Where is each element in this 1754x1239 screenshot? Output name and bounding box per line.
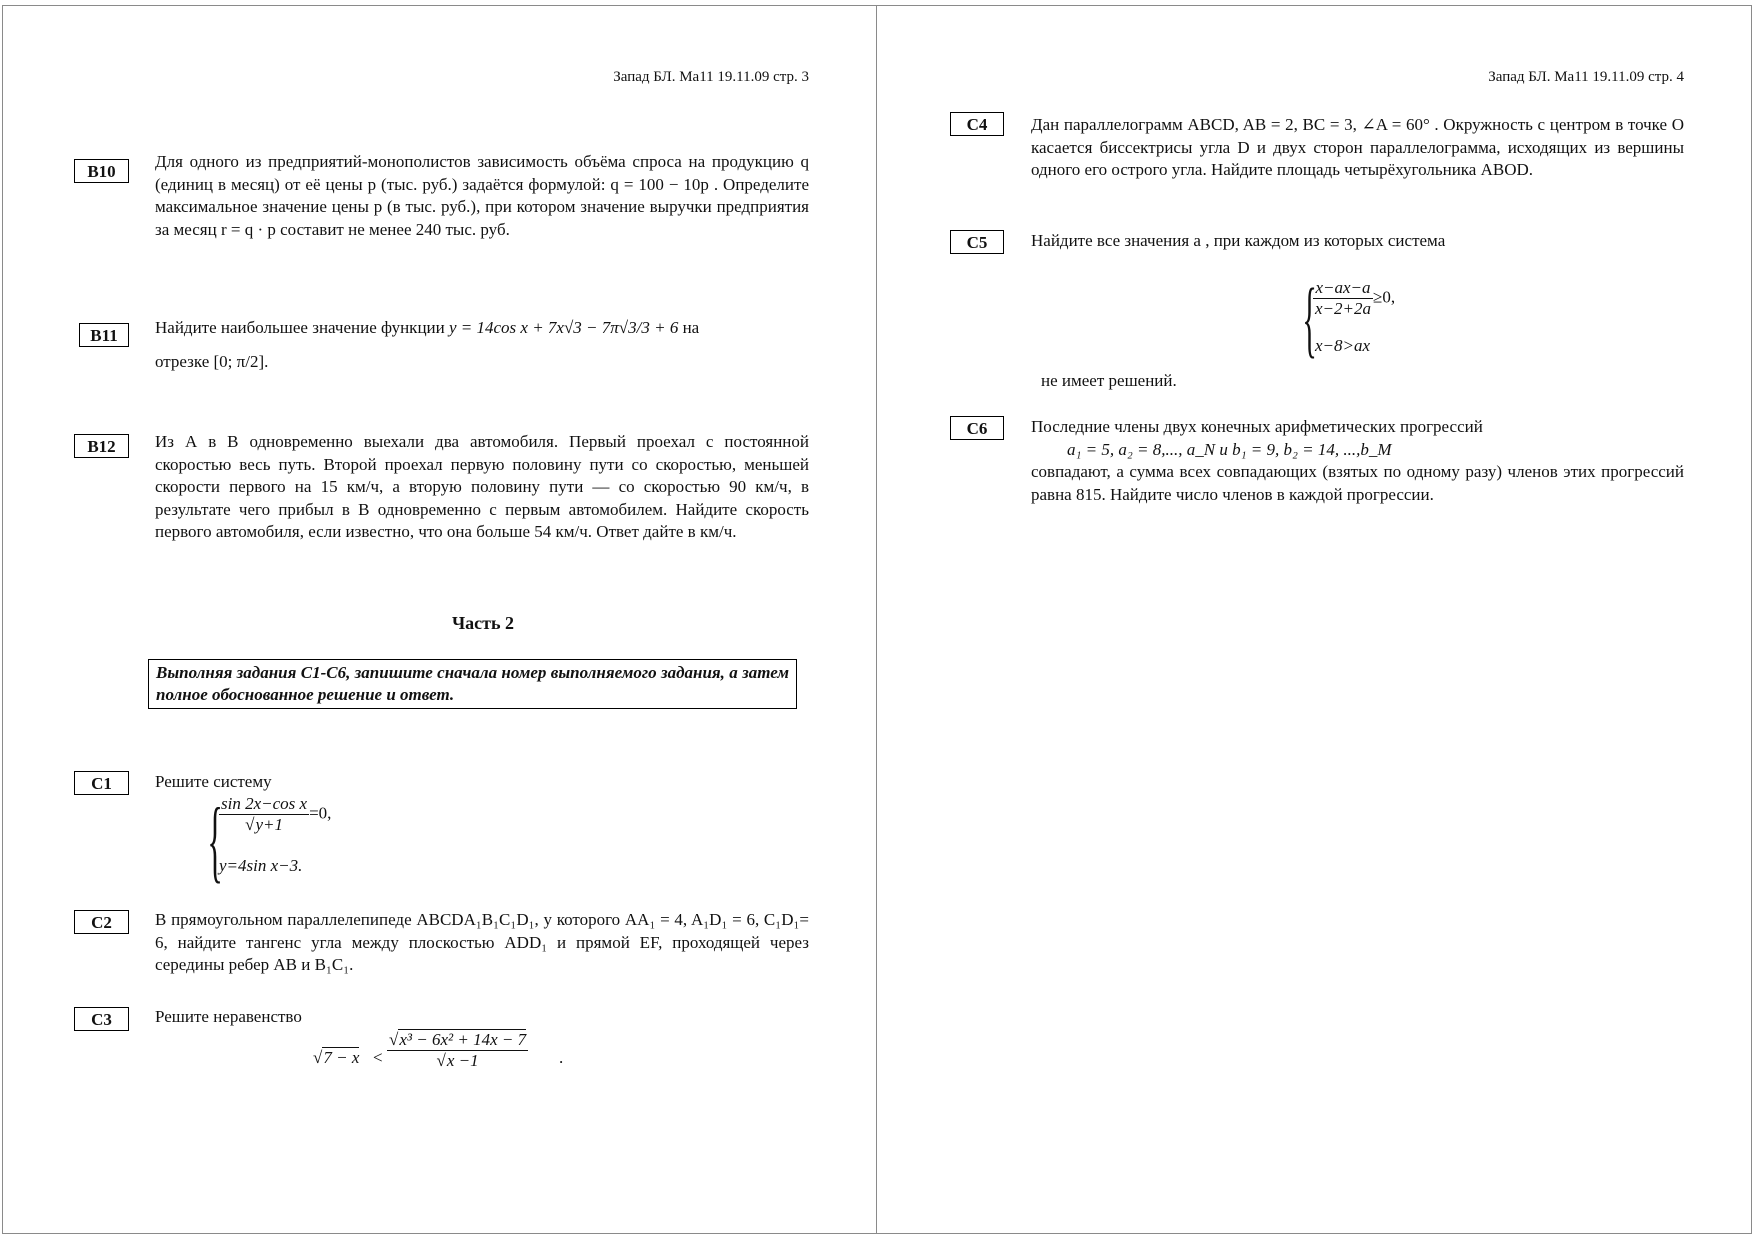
label-b12: B12 [74, 434, 129, 458]
b11-text-before: Найдите наибольшее значение функции [155, 318, 445, 337]
page-header: Запад БЛ. Ма11 19.11.09 стр. 4 [1488, 69, 1684, 85]
c6-text2: совпадают, а сумма всех совпадающих (взятых по одному разу) членов этих прогрессий равна 815. Найдите число членов в каждой прогрессии. [1031, 462, 1684, 504]
label-c6: C6 [950, 416, 1004, 440]
label-b10: B10 [74, 159, 129, 183]
c5-eq2: x−8>ax [1315, 336, 1371, 355]
label-c2: C2 [74, 910, 129, 934]
c5-numerator: x−ax−a [1313, 278, 1373, 299]
page-right [876, 5, 1752, 1234]
c1-eq2: y=4sin x−3. [219, 856, 303, 875]
c5-denominator: x−2+2a [1315, 299, 1371, 318]
label-c3: C3 [74, 1007, 129, 1031]
c1-system [201, 789, 401, 891]
c1-denominator: √y+1 [245, 815, 283, 834]
b11-segment-text: отрезке [155, 352, 210, 371]
b11-formula: y = 14cos x + 7x√3 − 7π√3/3 + 6 [448, 318, 679, 337]
c5-system [1297, 270, 1497, 368]
problem-c4-text: Дан параллелограмм ABCD, AB = 2, BC = 3, ∠A = 60° . Окружность с центром в точке O касается биссектрисы угла D и двух сторон параллелограмма, исходящих из вершины одного его острого угла. Найдите площадь четырёхугольника ABOD. [1031, 115, 1684, 179]
c6-text1: Последние члены двух конечных арифметических прогрессий [1031, 417, 1483, 436]
c3-lhs: √7 − x [313, 1048, 360, 1067]
page-header: Запад БЛ. Ма11 19.11.09 стр. 3 [613, 69, 809, 85]
c3-numerator: √x³ − 6x² + 14x − 7 [389, 1030, 527, 1049]
c1-numerator: sin 2x−cos x [221, 794, 308, 813]
problem-b12-text: Из А в В одновременно выехали два автомобиля. Первый проехал с постоянной скоростью весь путь. Второй проехал первую половину пути со скоростью, меньшей скорости первого на 15 км/ч, а вторую половину пути — со скоростью 90 км/ч, в результате чего прибыл в В одновременно с первым автомобилем. Найдите скорость первого автомобиля, если известно, что она больше 54 км/ч. Ответ дайте в км/ч. [155, 432, 809, 541]
c5-after: не имеет решений. [1041, 371, 1177, 390]
c3-fraction [387, 1030, 528, 1071]
c3-intro: Решите неравенство [155, 1007, 302, 1026]
problem-b11-text [155, 311, 809, 379]
label-c4: C4 [950, 112, 1004, 136]
c6-sequences: a₁ = 5, a₂ = 8,..., a_N и b₁ = 9, b₂ = 14, ...,b_M [1067, 439, 1392, 459]
c3-end: . [559, 1048, 564, 1067]
c1-eq1 [219, 794, 331, 835]
c1-intro: Решите систему [155, 772, 272, 791]
label-c5: C5 [950, 230, 1004, 254]
c5-fraction [1313, 278, 1373, 319]
problem-b10-text: Для одного из предприятий-монополистов зависимость объёма спроса на продукцию q (единиц в месяц) от её цены p (тыс. руб.) задаётся формулой: q = 100 − 10p . Определите максимальное значение цены p (в тыс. руб.), при котором значение выручки предприятия за месяц r = q · p составит не менее 240 тыс. руб. [155, 152, 809, 239]
c1-brace: { [207, 789, 223, 891]
c3-relation: < [373, 1048, 383, 1067]
instruction-box: Выполняя задания С1-С6, запишите сначала номер выполняемого задания, а затем полное обоснованное решение и ответ. [148, 659, 797, 709]
part2-heading: Часть 2 [451, 613, 515, 633]
c5-eq1 [1313, 278, 1395, 319]
label-b11: B11 [79, 323, 129, 347]
b11-segment: [0; π/2]. [213, 352, 269, 371]
problem-c2-text: В прямоугольном параллелепипеде ABCDA₁B₁C₁D₁, у которого AA₁ = 4, A₁D₁ = 6, C₁D₁= 6, найдите тангенс угла между плоскостью ADD₁ и прямой EF, проходящей через середины ребер AB и B₁C₁. [155, 910, 809, 974]
c5-intro: Найдите все значения a , при каждом из которых система [1031, 231, 1446, 250]
b11-text-after: на [682, 318, 700, 337]
c3-denominator: √x −1 [436, 1051, 479, 1070]
c5-brace: { [1302, 270, 1317, 366]
c5-eq1-rhs: ≥0, [1373, 287, 1396, 307]
problem-c6-text [1031, 416, 1684, 506]
c3-inequality [313, 1030, 613, 1090]
c1-eq1-rhs: =0, [309, 803, 332, 823]
label-c1: C1 [74, 771, 129, 795]
c1-fraction [219, 794, 309, 835]
page-left [2, 5, 877, 1234]
